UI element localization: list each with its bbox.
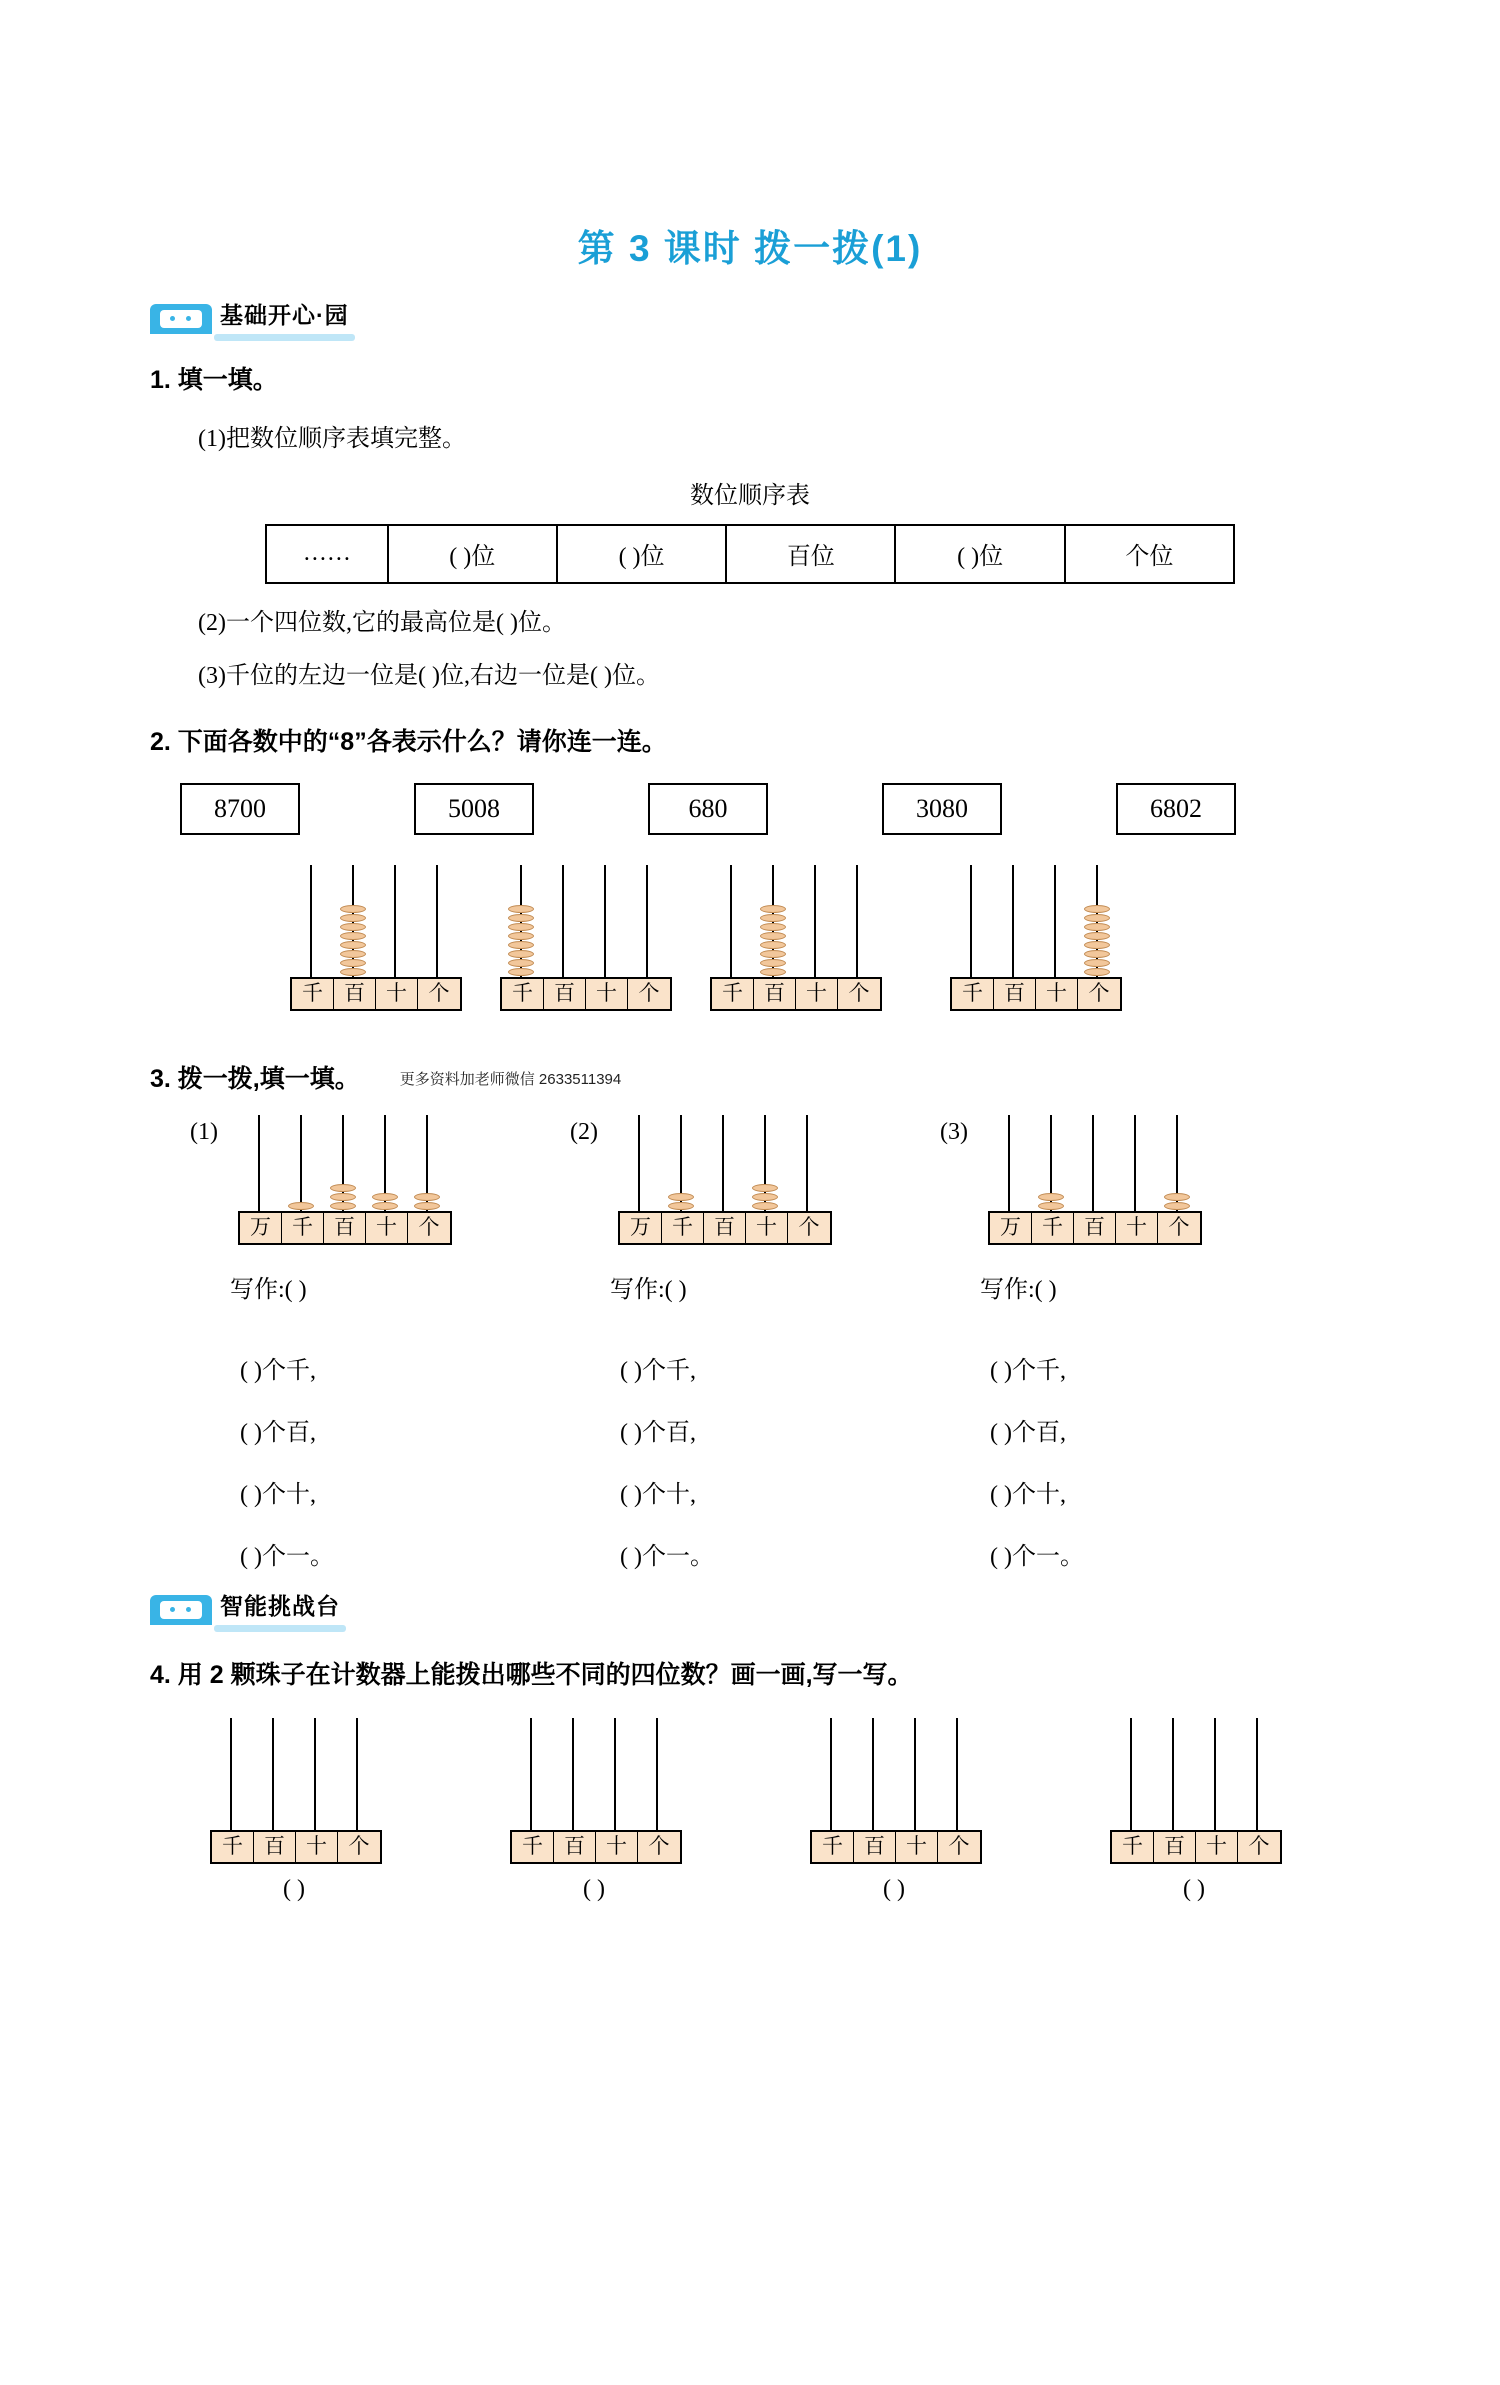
abacus-place-label: 十 <box>596 1832 638 1862</box>
place-value-table <box>265 524 1235 584</box>
abacus-bead <box>414 1193 440 1201</box>
abacus-place-label: 十 <box>796 979 838 1009</box>
worksheet-page <box>0 218 1500 2385</box>
abacus-bead <box>1084 932 1110 940</box>
place-cell-0[interactable]: …… <box>266 525 388 583</box>
abacus-rod <box>1054 865 1056 977</box>
abacus-bead <box>372 1193 398 1201</box>
abacus-place-label: 百 <box>1154 1832 1196 1862</box>
abacus-bead <box>508 950 534 958</box>
abacus-base <box>710 977 882 1011</box>
abacus-place-label: 十 <box>366 1213 408 1243</box>
q3-group-label: (3) <box>940 1118 968 1145</box>
abacus-base <box>210 1830 382 1864</box>
q3-fill-line[interactable]: ( )个千, <box>620 1357 696 1384</box>
abacus-place-label: 个 <box>1168 1214 1190 1239</box>
abacus-rod <box>436 865 438 977</box>
abacus-rod <box>230 1718 232 1830</box>
q3-group-label: (2) <box>570 1118 598 1145</box>
q3-fill-line[interactable]: ( )个百, <box>240 1419 316 1446</box>
abacus-place-label: 十 <box>1116 1213 1158 1243</box>
abacus-place-label: 百 <box>544 979 586 1009</box>
abacus-bead <box>1084 905 1110 913</box>
question-3-groups <box>150 1109 1350 1589</box>
abacus-rod <box>614 1718 616 1830</box>
question-3-heading-row <box>150 1061 1350 1099</box>
abacus-place-label: 百 <box>854 1832 896 1862</box>
abacus-bead <box>340 914 366 922</box>
abacus-place-label: 千 <box>502 979 544 1009</box>
abacus-rod <box>1134 1115 1136 1211</box>
abacus-place-label: 十 <box>586 979 628 1009</box>
abacus-rod <box>356 1718 358 1830</box>
abacus-place-label: 万 <box>620 1213 662 1243</box>
abacus-rod <box>814 865 816 977</box>
place-cell-5[interactable]: 个位 <box>1065 525 1234 583</box>
abacus-rod <box>310 865 312 977</box>
abacus-place-label: 百 <box>334 979 376 1009</box>
abacus-place-label: 个 <box>418 1214 440 1239</box>
question-1-heading: 1. 填一填。 <box>150 366 278 394</box>
abacus-place-label: 千 <box>292 979 334 1009</box>
abacus-place-label: 个 <box>848 981 870 1005</box>
abacus-place-label: 千 <box>282 1213 324 1243</box>
q3-group-label: (1) <box>190 1118 218 1145</box>
abacus-bead <box>330 1193 356 1201</box>
place-cell-4[interactable]: ( )位 <box>895 525 1064 583</box>
q3-fill-line[interactable]: ( )个千, <box>990 1357 1066 1384</box>
abacus-bead <box>508 959 534 967</box>
abacus-place-label: 十 <box>376 979 418 1009</box>
abacus-base <box>988 1211 1202 1245</box>
number-box-3080[interactable]: 3080 <box>882 783 1002 835</box>
abacus-bead <box>760 941 786 949</box>
abacus-base <box>950 977 1122 1011</box>
abacus-rod <box>1130 1718 1132 1830</box>
place-cell-2[interactable]: ( )位 <box>557 525 726 583</box>
abacus-place-label: 万 <box>240 1213 282 1243</box>
abacus-base <box>238 1211 452 1245</box>
abacus-place-label: 个 <box>648 1834 670 1858</box>
q3-fill-line[interactable]: ( )个百, <box>620 1419 696 1446</box>
abacus-bead <box>340 950 366 958</box>
abacus-bead <box>760 914 786 922</box>
abacus-bead <box>1164 1202 1190 1210</box>
watermark-text: 更多资料加老师微信 2633511394 <box>399 1070 622 1088</box>
question-4-heading: 4. 用 2 颗珠子在计数器上能拨出哪些不同的四位数？画一画,写一写。 <box>150 1660 913 1689</box>
abacus-base <box>500 977 672 1011</box>
abacus-rod <box>394 865 396 977</box>
q3-fill-line[interactable]: ( )个十, <box>990 1481 1066 1508</box>
abacus-place-label: 个 <box>1088 981 1110 1005</box>
abacus-rod <box>656 1718 658 1830</box>
abacus-rod <box>1092 1115 1094 1211</box>
abacus-bead <box>1038 1202 1064 1210</box>
abacus-bead <box>508 905 534 913</box>
abacus-bead <box>752 1202 778 1210</box>
abacus-bead <box>340 932 366 940</box>
abacus-place-label: 百 <box>254 1832 296 1862</box>
abacus-place-label: 千 <box>512 1832 554 1862</box>
abacus-place-label: 百 <box>324 1213 366 1243</box>
abacus-place-label: 个 <box>638 981 660 1005</box>
abacus-bead <box>752 1184 778 1192</box>
abacus-rod <box>730 865 732 977</box>
abacus-place-label: 百 <box>1074 1213 1116 1243</box>
abacus-rod <box>1008 1115 1010 1211</box>
abacus-place-label: 个 <box>798 1214 820 1239</box>
abacus-rod <box>1256 1718 1258 1830</box>
abacus-place-label: 个 <box>428 981 450 1005</box>
abacus-rod <box>872 1718 874 1830</box>
question-4-abacus-row <box>150 1718 1350 1948</box>
question-1-sub-3[interactable]: (3)千位的左边一位是( )位,右边一位是( )位。 <box>198 662 660 689</box>
number-box-6802[interactable]: 6802 <box>1116 783 1236 835</box>
abacus-bead <box>1084 923 1110 931</box>
q3-fill-line[interactable]: ( )个一。 <box>990 1543 1084 1570</box>
abacus-bead <box>340 923 366 931</box>
q3-fill-line[interactable]: ( )个百, <box>990 1419 1066 1446</box>
table-row <box>266 525 1234 583</box>
abacus-rod <box>314 1718 316 1830</box>
abacus-base <box>1110 1830 1282 1864</box>
abacus-rod <box>806 1115 808 1211</box>
section-banner-challenge-label: 智能挑战台 <box>220 1592 340 1619</box>
abacus-bead <box>1084 950 1110 958</box>
q3-fill-line[interactable]: ( )个一。 <box>240 1543 334 1570</box>
abacus-bead <box>668 1193 694 1201</box>
q3-fill-line[interactable]: ( )个千, <box>240 1357 316 1384</box>
abacus-place-label: 十 <box>1196 1832 1238 1862</box>
section-banner-basic <box>150 302 1350 336</box>
abacus-rod <box>856 865 858 977</box>
abacus-place-label: 十 <box>746 1213 788 1243</box>
abacus-bead <box>760 905 786 913</box>
abacus-rod <box>272 1718 274 1830</box>
q4-answer-blank[interactable]: ( ) <box>883 1876 905 1902</box>
abacus-bead <box>760 923 786 931</box>
banner-mascot-icon-2 <box>150 1595 212 1625</box>
abacus-bead <box>760 932 786 940</box>
abacus-rod <box>562 865 564 977</box>
abacus-bead <box>1084 914 1110 922</box>
abacus-bead <box>508 932 534 940</box>
abacus-place-label: 千 <box>712 979 754 1009</box>
abacus-bead <box>288 1202 314 1210</box>
abacus-bead <box>508 914 534 922</box>
number-box-680[interactable]: 680 <box>648 783 768 835</box>
abacus-bead <box>508 941 534 949</box>
abacus-place-label: 十 <box>1036 979 1078 1009</box>
abacus-bead <box>330 1184 356 1192</box>
question-3-heading: 3. 拨一拨,填一填。 <box>150 1065 360 1093</box>
abacus-base <box>810 1830 982 1864</box>
q3-write-line[interactable]: 写作:( ) <box>230 1276 307 1303</box>
abacus-place-label: 千 <box>1112 1832 1154 1862</box>
abacus-rod <box>258 1115 260 1211</box>
abacus-bead <box>508 968 534 976</box>
question-1-sub-2[interactable]: (2)一个四位数,它的最高位是( )位。 <box>198 609 566 636</box>
abacus-rod <box>638 1115 640 1211</box>
abacus-bead <box>508 923 534 931</box>
abacus-place-label: 个 <box>348 1834 370 1858</box>
abacus-rod <box>914 1718 916 1830</box>
q3-fill-line[interactable]: ( )个十, <box>240 1481 316 1508</box>
abacus-rod <box>830 1718 832 1830</box>
abacus-place-label: 百 <box>754 979 796 1009</box>
section-banner-challenge <box>150 1593 1350 1627</box>
abacus-bead <box>1038 1193 1064 1201</box>
abacus-rod <box>956 1718 958 1830</box>
abacus-rod <box>572 1718 574 1830</box>
abacus-bead <box>340 941 366 949</box>
abacus-bead <box>340 905 366 913</box>
question-2-heading: 2. 下面各数中的“8”各表示什么？请你连一连。 <box>150 727 667 756</box>
abacus-rod <box>970 865 972 977</box>
abacus-place-label: 万 <box>990 1213 1032 1243</box>
abacus-rod <box>604 865 606 977</box>
q4-answer-blank[interactable]: ( ) <box>583 1876 605 1902</box>
number-box-5008[interactable]: 5008 <box>414 783 534 835</box>
abacus-place-label: 十 <box>896 1832 938 1862</box>
abacus-place-label: 个 <box>948 1834 970 1858</box>
abacus-rod <box>300 1115 302 1211</box>
abacus-bead <box>372 1202 398 1210</box>
abacus-base <box>290 977 462 1011</box>
abacus-bead <box>668 1202 694 1210</box>
question-1-sub-1: (1)把数位顺序表填完整。 <box>198 425 466 452</box>
q3-write-line[interactable]: 写作:( ) <box>980 1276 1057 1303</box>
q3-write-line[interactable]: 写作:( ) <box>610 1276 687 1303</box>
place-cell-1[interactable]: ( )位 <box>388 525 557 583</box>
banner-underline <box>214 334 355 341</box>
abacus-rod <box>1214 1718 1216 1830</box>
abacus-place-label: 百 <box>554 1832 596 1862</box>
place-cell-3[interactable]: 百位 <box>726 525 895 583</box>
abacus-bead <box>760 968 786 976</box>
abacus-bead <box>1084 941 1110 949</box>
abacus-rod <box>530 1718 532 1830</box>
abacus-base <box>618 1211 832 1245</box>
abacus-bead <box>330 1202 356 1210</box>
abacus-bead <box>340 959 366 967</box>
section-banner-basic-label: 基础开心·园 <box>220 302 349 328</box>
abacus-bead <box>1164 1193 1190 1201</box>
question-2-number-row <box>180 783 1300 835</box>
abacus-base <box>510 1830 682 1864</box>
abacus-place-label: 千 <box>812 1832 854 1862</box>
abacus-place-label: 千 <box>212 1832 254 1862</box>
q4-answer-blank[interactable]: ( ) <box>283 1876 305 1902</box>
abacus-place-label: 百 <box>994 979 1036 1009</box>
abacus-place-label: 个 <box>1248 1834 1270 1858</box>
abacus-bead <box>760 959 786 967</box>
abacus-place-label: 百 <box>704 1213 746 1243</box>
banner-underline-2 <box>214 1625 346 1632</box>
abacus-bead <box>760 950 786 958</box>
abacus-place-label: 千 <box>662 1213 704 1243</box>
abacus-place-label: 十 <box>296 1832 338 1862</box>
q3-fill-line[interactable]: ( )个一。 <box>620 1543 714 1570</box>
abacus-place-label: 千 <box>952 979 994 1009</box>
abacus-bead <box>1084 959 1110 967</box>
abacus-bead <box>1084 968 1110 976</box>
place-table-title: 数位顺序表 <box>690 482 810 509</box>
banner-mascot-icon <box>150 304 212 334</box>
abacus-bead <box>414 1202 440 1210</box>
abacus-rod <box>1012 865 1014 977</box>
abacus-place-label: 千 <box>1032 1213 1074 1243</box>
abacus-rod <box>722 1115 724 1211</box>
q3-fill-line[interactable]: ( )个十, <box>620 1481 696 1508</box>
abacus-rod <box>646 865 648 977</box>
number-box-8700[interactable]: 8700 <box>180 783 300 835</box>
abacus-bead <box>340 968 366 976</box>
page-title: 第 3 课时 拨一拨(1) <box>577 228 923 269</box>
question-2-abacus-row <box>180 855 1350 1055</box>
abacus-rod <box>1172 1718 1174 1830</box>
abacus-bead <box>752 1193 778 1201</box>
q4-answer-blank[interactable]: ( ) <box>1183 1876 1205 1902</box>
